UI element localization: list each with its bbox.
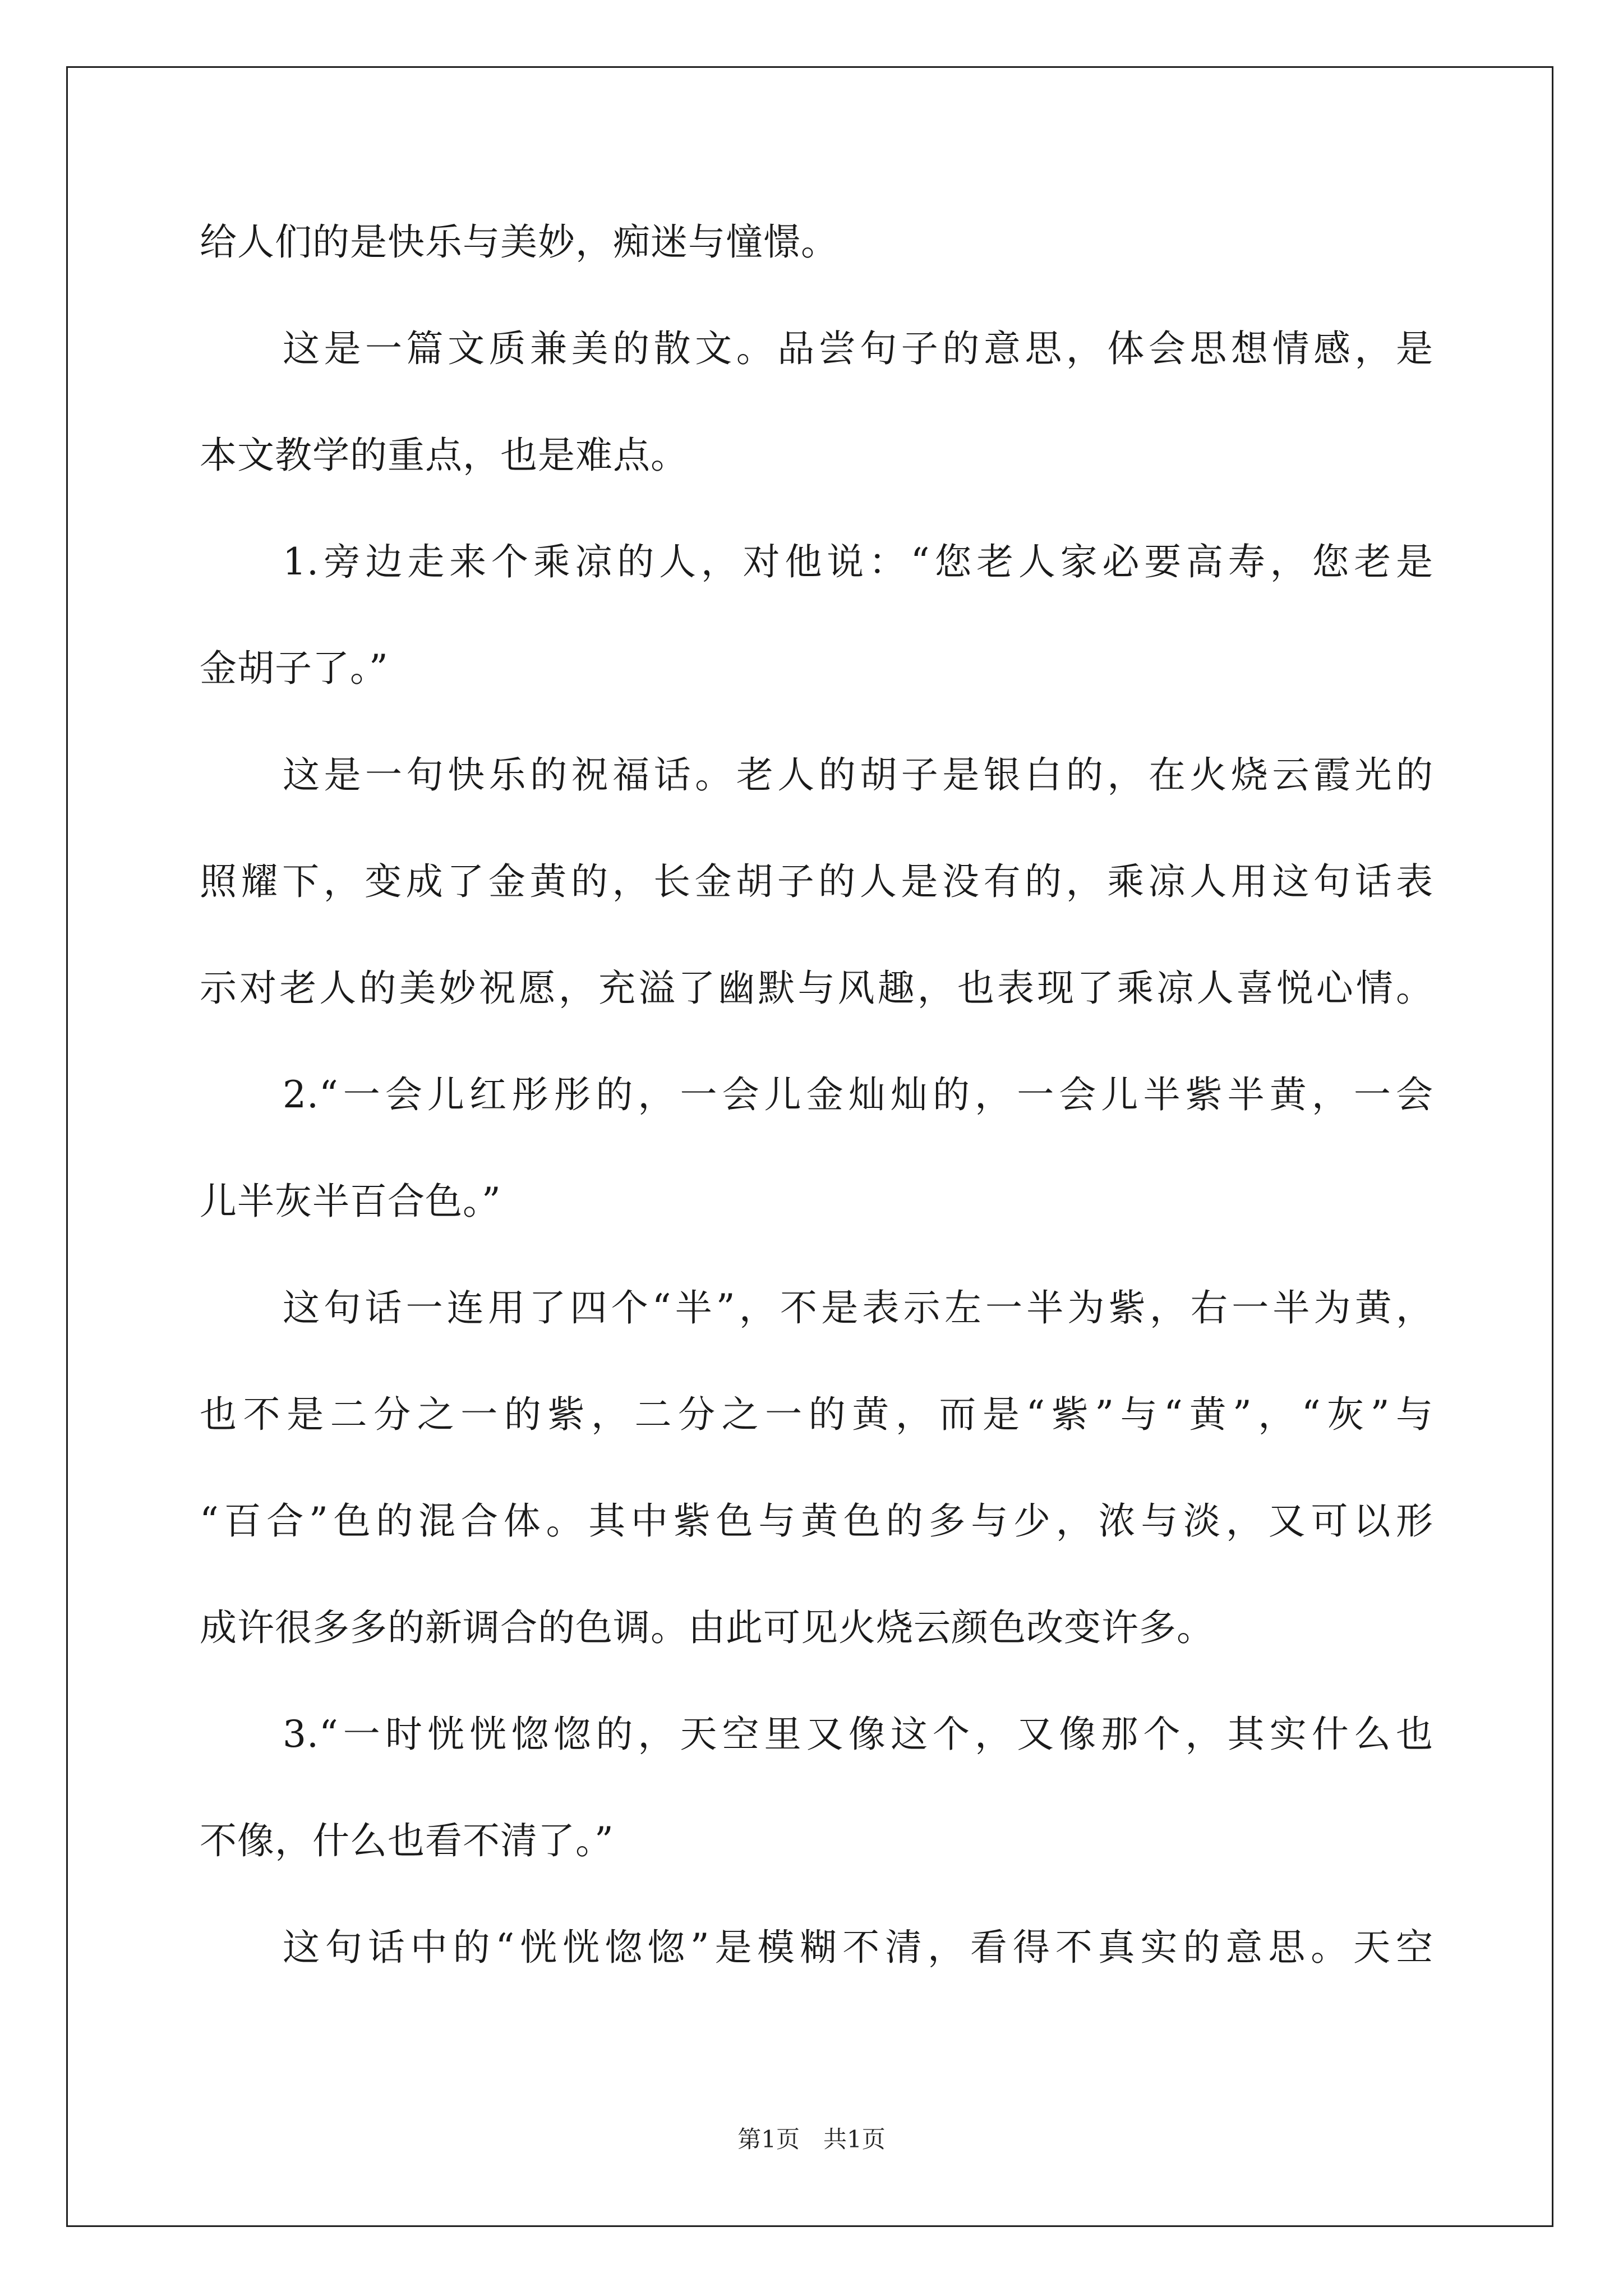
text-line: 照耀下，变成了金黄的，长金胡子的人是没有的，乘凉人用这句话表 <box>200 860 1433 903</box>
text-line: 给人们的是快乐与美妙，痴迷与憧憬。 <box>200 220 838 264</box>
document-body <box>200 209 1433 2021</box>
text-line: 示对老人的美妙祝愿，充溢了幽默与风趣，也表现了乘凉人喜悦心情。 <box>200 967 1433 1010</box>
text-line: 也不是二分之一的紫，二分之一的黄，而是“紫”与“黄”，“灰”与 <box>200 1393 1433 1436</box>
text-line: 不像，什么也看不清了。” <box>200 1819 614 1862</box>
page-footer: 第1页 共1页 <box>737 2125 886 2153</box>
text-line: 3.“一时恍恍惚惚的，天空里又像这个，又像那个，其实什么也 <box>283 1713 1433 1756</box>
text-line: 2.“一会儿红彤彤的，一会儿金灿灿的，一会儿半紫半黄，一会 <box>283 1073 1433 1116</box>
text-line: 这句话一连用了四个“半”，不是表示左一半为紫，右一半为黄， <box>283 1286 1433 1329</box>
text-line: 这句话中的“恍恍惚惚”是模糊不清，看得不真实的意思。天空 <box>283 1926 1433 1969</box>
text-line: 这是一句快乐的祝福话。老人的胡子是银白的，在火烧云霞光的 <box>283 753 1433 797</box>
text-line: 金胡子了。” <box>200 647 389 690</box>
text-line: 成许很多多的新调合的色调。由此可见火烧云颜色改变许多。 <box>200 1606 1214 1649</box>
text-line: “百合”色的混合体。其中紫色与黄色的多与少，浓与淡，又可以形 <box>200 1499 1433 1543</box>
text-line: 本文教学的重点，也是难点。 <box>200 434 688 477</box>
text-line: 1.旁边走来个乘凉的人，对他说：“您老人家必要高寿，您老是 <box>283 540 1433 583</box>
text-line: 儿半灰半百合色。” <box>200 1180 501 1223</box>
text-line: 这是一篇文质兼美的散文。品尝句子的意思，体会思想情感，是 <box>283 327 1433 370</box>
